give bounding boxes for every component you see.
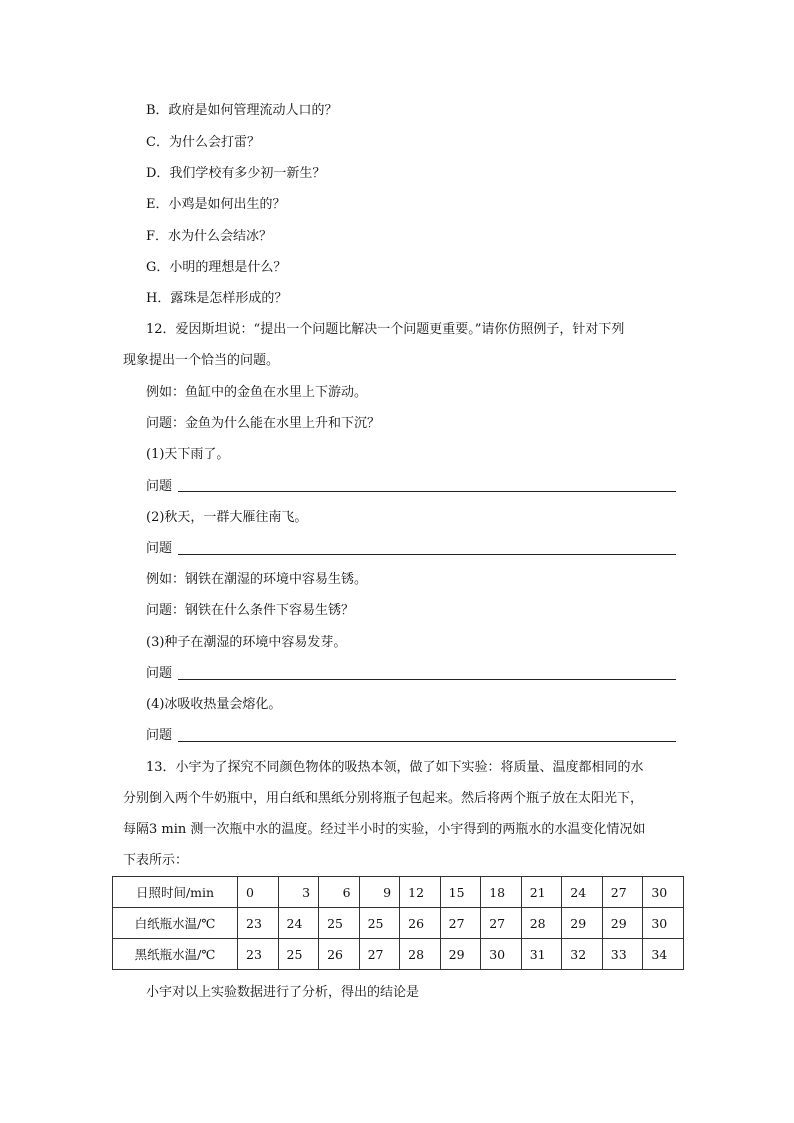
q13-line2: 分别倒入两个牛奶瓶中，用白纸和黑纸分别将瓶子包起来。然后将两个瓶子放在太阳光下， xyxy=(123,791,644,806)
table-cell: 26 xyxy=(400,908,441,939)
option-c: C．为什么会打雷？ xyxy=(146,135,260,150)
table-cell: 12 xyxy=(400,877,441,908)
table-cell: 25 xyxy=(359,908,400,939)
answer-line-1[interactable] xyxy=(178,491,676,492)
table-cell: 24 xyxy=(278,908,319,939)
answer-line-3[interactable] xyxy=(178,679,676,680)
table-cell: 27 xyxy=(440,908,481,939)
q12-item4: (4)冰吸收热量会熔化。 xyxy=(146,697,282,712)
table-cell: 34 xyxy=(643,939,684,970)
table-cell: 28 xyxy=(521,908,562,939)
table-cell: 30 xyxy=(643,908,684,939)
table-cell: 25 xyxy=(278,939,319,970)
table-cell: 23 xyxy=(238,908,279,939)
table-row xyxy=(113,939,684,970)
q12-example2: 例如：钢铁在潮湿的环境中容易生锈。 xyxy=(146,572,368,587)
table-cell: 30 xyxy=(481,939,522,970)
q12-line2: 现象提出一个恰当的问题。 xyxy=(123,353,280,368)
answer-label-3: 问题 xyxy=(146,666,173,681)
answer-label-2: 问题 xyxy=(146,541,173,556)
table-row xyxy=(113,877,684,908)
q12-question1: 问题：金鱼为什么能在水里上升和下沉？ xyxy=(146,416,381,431)
table-cell: 6 xyxy=(319,877,360,908)
q13-conclusion: 小宇对以上实验数据进行了分析，得出的结论是 xyxy=(146,985,420,1000)
table-cell: 24 xyxy=(562,877,603,908)
table-cell: 0 xyxy=(238,877,279,908)
option-f: F．水为什么会结冰？ xyxy=(146,229,273,244)
table-cell: 28 xyxy=(400,939,441,970)
table-cell: 27 xyxy=(481,908,522,939)
row-header: 黑纸瓶水温/℃ xyxy=(113,939,238,970)
table-cell: 29 xyxy=(440,939,481,970)
table-cell: 21 xyxy=(521,877,562,908)
answer-label-4: 问题 xyxy=(146,728,173,743)
option-b: B．政府是如何管理流动人口的？ xyxy=(146,103,338,118)
table-cell: 18 xyxy=(481,877,522,908)
q12-item1: (1)天下雨了。 xyxy=(146,447,230,462)
table-row xyxy=(113,908,684,939)
answer-label-1: 问题 xyxy=(146,479,173,494)
table-cell: 23 xyxy=(238,939,279,970)
table-cell: 26 xyxy=(319,939,360,970)
row-header: 日照时间/min xyxy=(113,877,238,908)
answer-line-2[interactable] xyxy=(178,554,676,555)
table-cell: 29 xyxy=(602,908,643,939)
row-header: 白纸瓶水温/℃ xyxy=(113,908,238,939)
q13-line4: 下表所示： xyxy=(123,853,189,868)
answer-line-4[interactable] xyxy=(178,741,676,742)
q13-line3: 每隔3 min 测一次瓶中水的温度。经过半小时的实验，小宇得到的两瓶水的水温变化情况如 xyxy=(123,822,646,837)
table-cell: 31 xyxy=(521,939,562,970)
table-cell: 29 xyxy=(562,908,603,939)
table-cell: 15 xyxy=(440,877,481,908)
table-cell: 27 xyxy=(359,939,400,970)
q12-item3: (3)种子在潮湿的环境中容易发芽。 xyxy=(146,635,347,650)
q13-line1: 13．小宇为了探究不同颜色物体的吸热本领，做了如下实验：将质量、温度都相同的水 xyxy=(146,760,644,775)
q12-line1: 12．爱因斯坦说：“提出一个问题比解决一个问题更重要。”请你仿照例子，针对下列 xyxy=(146,322,625,337)
table-cell: 33 xyxy=(602,939,643,970)
temperature-table xyxy=(112,876,684,970)
table-cell: 25 xyxy=(319,908,360,939)
q12-question2: 问题：钢铁在什么条件下容易生锈？ xyxy=(146,603,355,618)
table-cell: 9 xyxy=(359,877,400,908)
table-cell: 30 xyxy=(643,877,684,908)
table-cell: 27 xyxy=(602,877,643,908)
q12-item2: (2)秋天，一群大雁往南飞。 xyxy=(146,510,308,525)
option-g: G．小明的理想是什么？ xyxy=(146,260,287,275)
table-cell: 32 xyxy=(562,939,603,970)
option-e: E．小鸡是如何出生的？ xyxy=(146,197,286,212)
option-h: H．露珠是怎样形成的？ xyxy=(146,291,288,306)
option-d: D．我们学校有多少初一新生？ xyxy=(146,166,326,181)
q12-example1: 例如：鱼缸中的金鱼在水里上下游动。 xyxy=(146,385,368,400)
table-cell: 3 xyxy=(278,877,319,908)
